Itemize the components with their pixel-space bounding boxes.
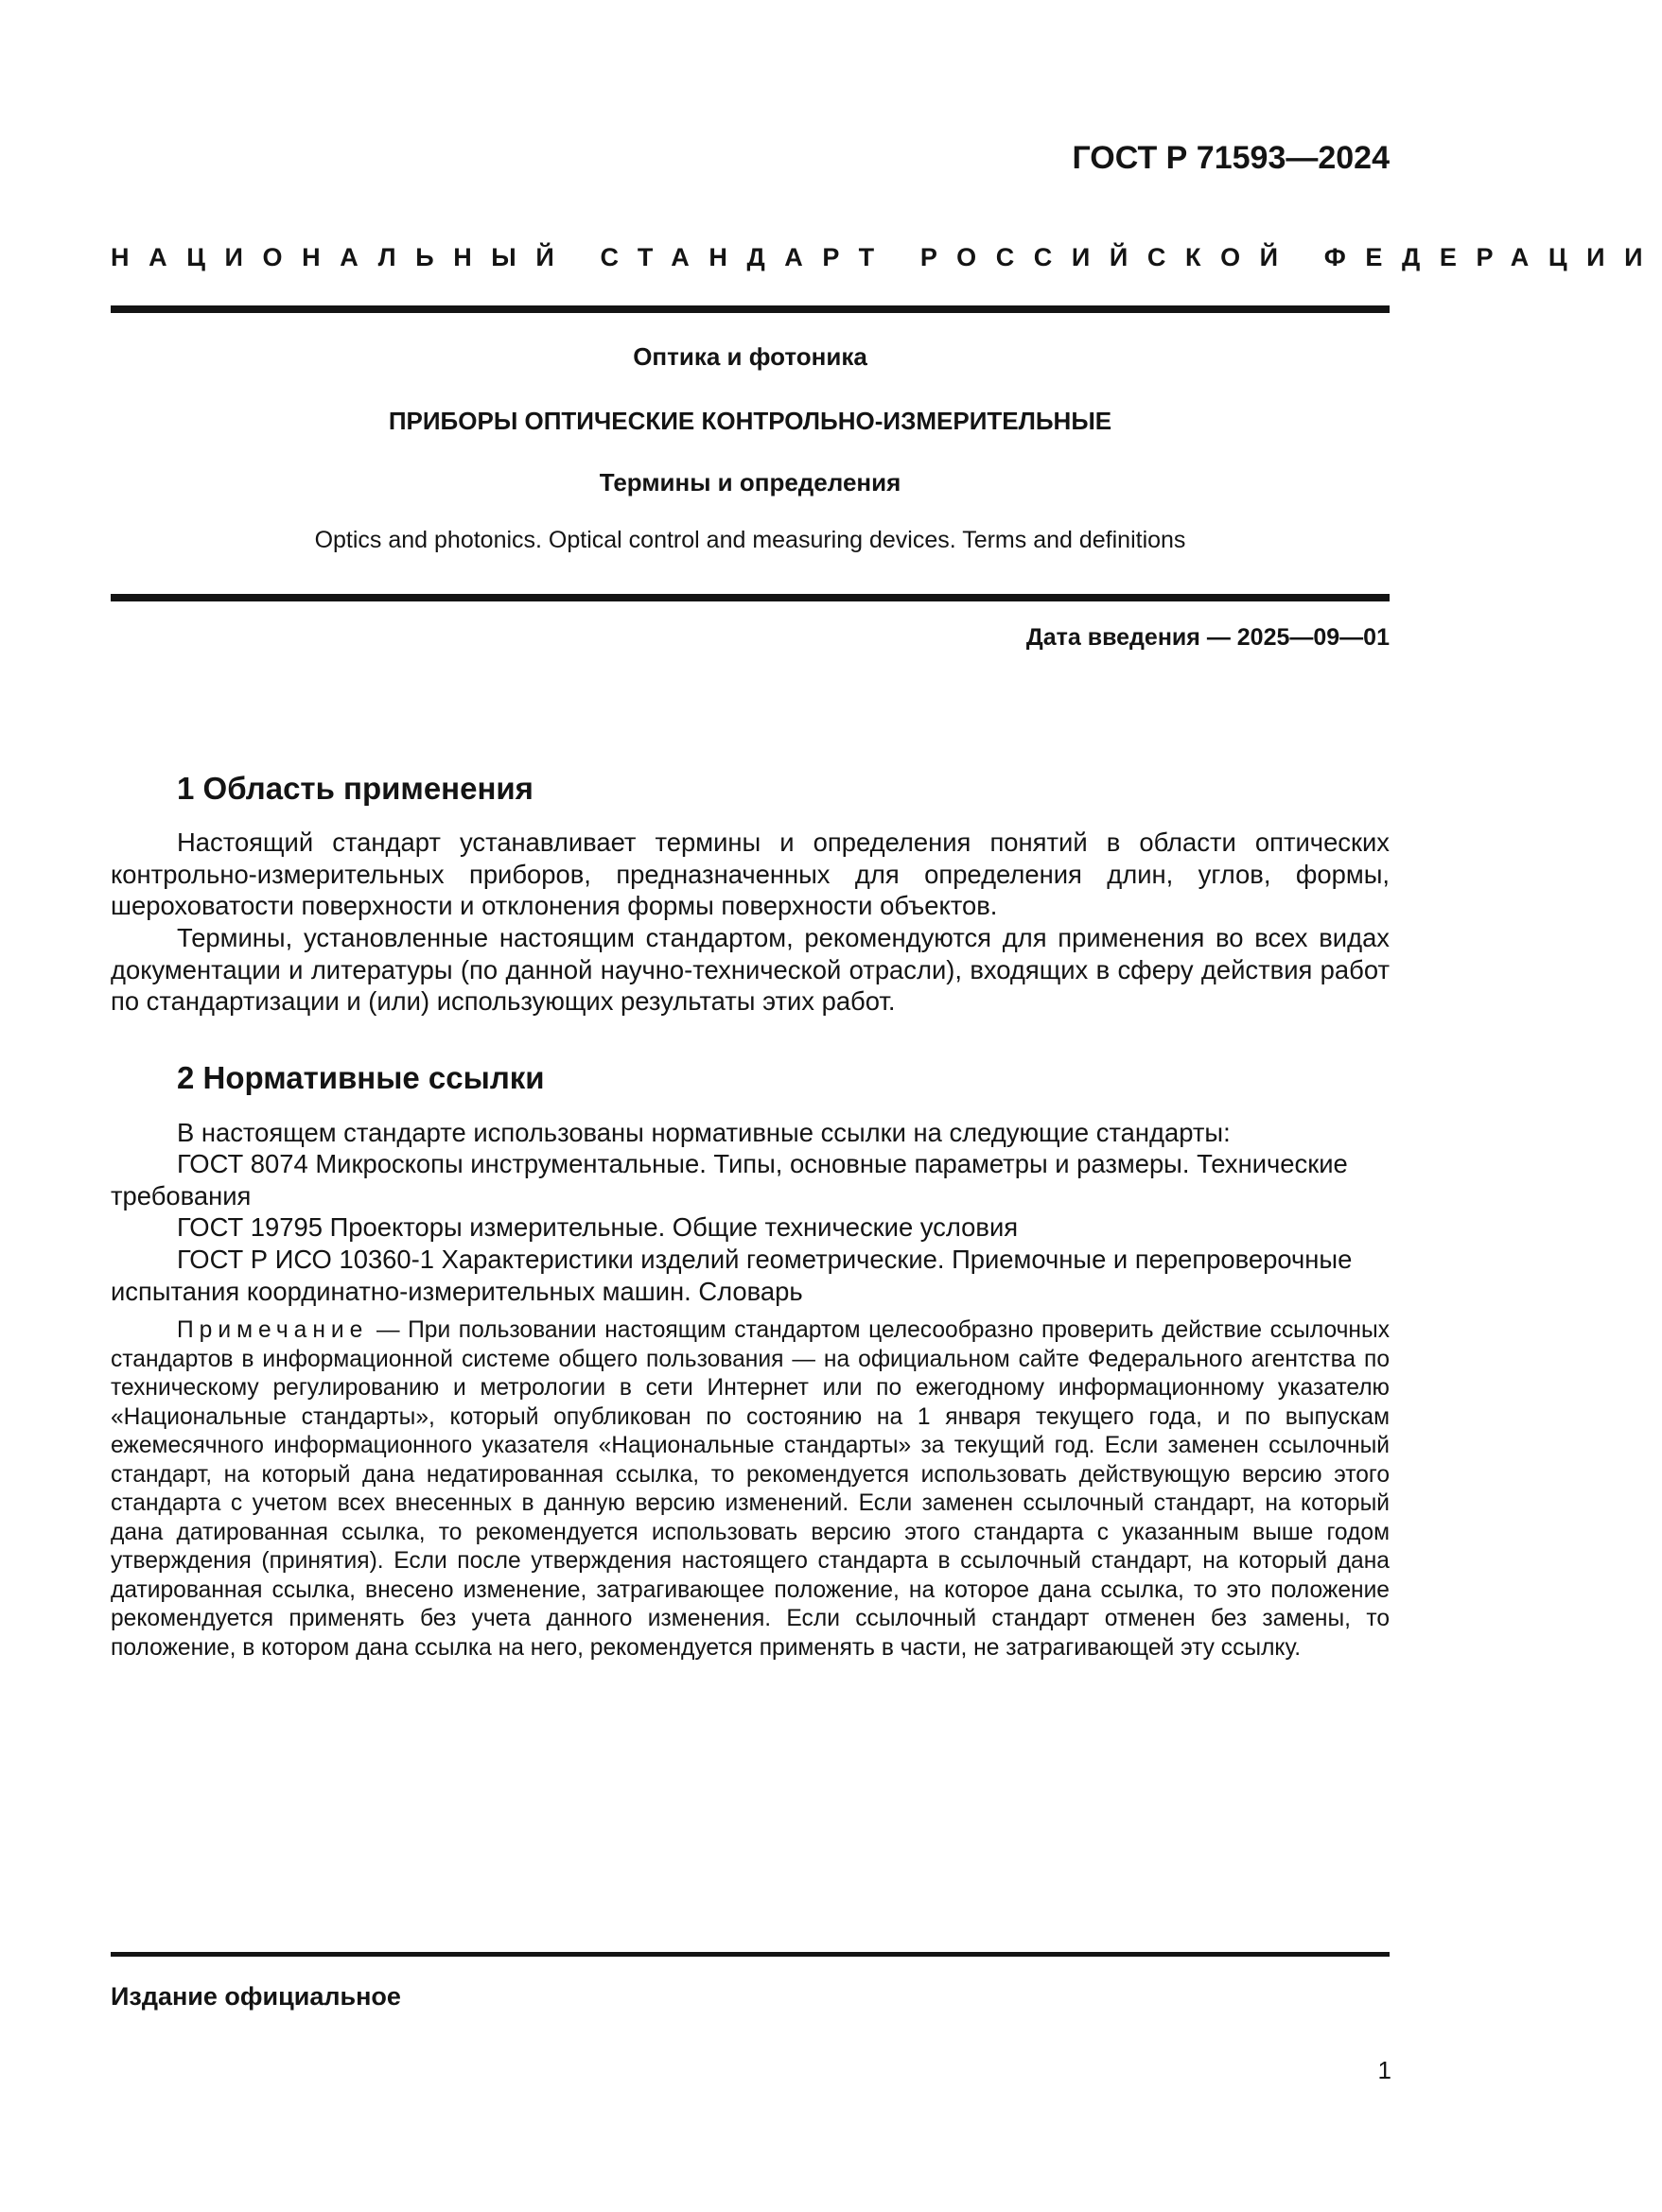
footer-divider [111, 1952, 1390, 1957]
section-2-intro: В настоящем стандарте использованы нормативные ссылки на следующие стандарты: [177, 1118, 1231, 1147]
title-divider [111, 594, 1390, 601]
section-1-paragraph-1: Настоящий стандарт устанавливает термины и определения понятий в области оптических контрольно-измерительных приборов, предназначенных для определения длин, углов, формы, шероховатости поверхности и отклонения формы поверхности объектов. [111, 827, 1390, 920]
page-number: 1 [1377, 2056, 1391, 2084]
title-line-3: Термины и определения [599, 468, 901, 496]
section-1-paragraph-2: Термины, установленные настоящим стандартом, рекомендуются для применения во всех видах документации и литературы (по данной научно-технической отрасли), входящих в сферу действия работ по стандартизации и (или) использующих результаты этих работ. [111, 923, 1390, 1016]
national-standard-banner: НАЦИОНАЛЬНЫЙ СТАНДАРТ РОССИЙСКОЙ ФЕДЕРАЦИИ [111, 243, 1662, 271]
normative-reference: ГОСТ Р ИСО 10360-1 Характеристики изделий геометрические. Приемочные и перепроверочные испытания координатно-измерительных машин. Словарь [111, 1245, 1353, 1306]
english-title: Optics and photonics. Optical control and measuring devices. Terms and definitions [314, 527, 1186, 553]
official-edition-label: Издание официальное [111, 1982, 401, 2011]
section-2-note [111, 1316, 1390, 1663]
normative-reference: ГОСТ 8074 Микроскопы инструментальные. Типы, основные параметры и размеры. Технические требования [111, 1149, 1348, 1211]
document-number: ГОСТ Р 71593—2024 [1072, 140, 1390, 176]
title-line-1: Оптика и фотоника [633, 342, 867, 371]
note-label: Примечание [177, 1317, 369, 1343]
section-1-heading: 1 Область применения [177, 771, 534, 806]
note-text: — При пользовании настоящим стандартом целесообразно проверить действие ссылочных стандартов в информационной системе общего пользования — на официальном сайте Федерального агентства по техническому регулированию и метрологии в сети Интернет или по ежегодному информационному указателю «Национальные стандарты», который опубликован по состоянию на 1 января текущего года, и по выпускам ежемесячного информационного указателя «Национальные стандарты» за текущий год. Если заменен ссылочный стандарт, на который дана недатированная ссылка, то рекомендуется использовать действующую версию этого стандарта с учетом всех внесенных в данную версию изменений. Если заменен ссылочный стандарт, на который дана датированная ссылка, то рекомендуется использовать версию этого стандарта с указанным выше годом утверждения (принятия). Если после утверждения настоящего стандарта в ссылочный стандарт, на который дана датированная ссылка, внесено изменение, затрагивающее положение, на которое дана ссылка, то это положение рекомендуется применять без учета данного изменения. Если ссылочный стандарт отменен без замены, то положение, в котором дана ссылка на него, рекомендуется применять в части, не затрагивающей эту ссылку. [111, 1317, 1390, 1661]
top-divider [111, 305, 1390, 313]
section-2-heading: 2 Нормативные ссылки [177, 1060, 545, 1095]
normative-reference: ГОСТ 19795 Проекторы измерительные. Общие технические условия [177, 1212, 1019, 1242]
introduction-date: Дата введения — 2025—09—01 [1025, 624, 1390, 651]
title-line-2: ПРИБОРЫ ОПТИЧЕСКИЕ КОНТРОЛЬНО-ИЗМЕРИТЕЛЬНЫЕ [388, 407, 1112, 435]
